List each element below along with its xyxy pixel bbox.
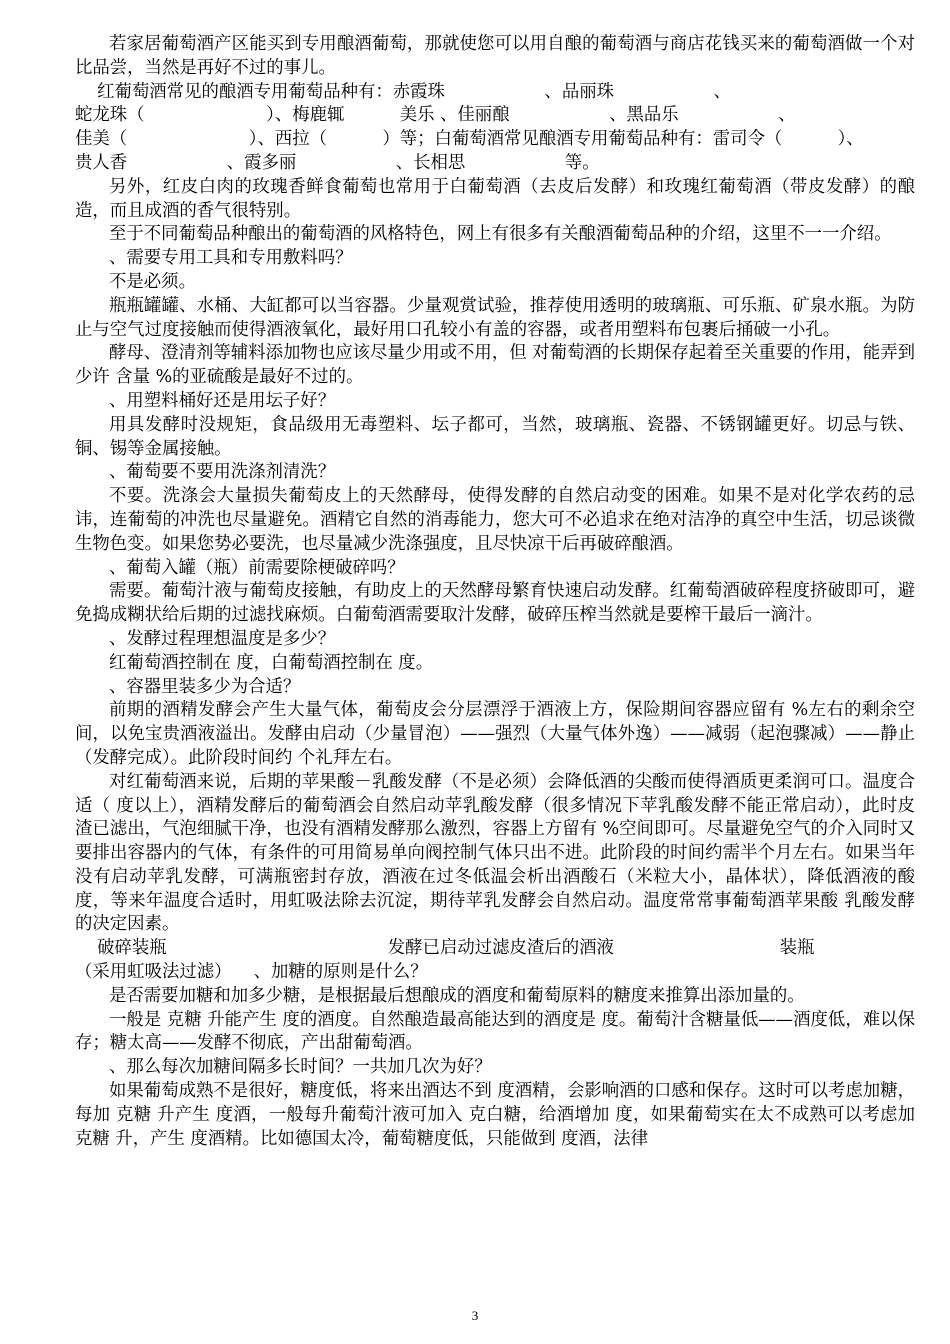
answer-tools-3: 酵母、澄清剂等辅料添加物也应该尽量少用或不用，但 对葡萄酒的长期保存起着至关重要的作用，能弄到少许 含量 %的亚硫酸是最好不过的。 xyxy=(75,343,915,388)
question-temperature: 、发酵过程理想温度是多少？ xyxy=(109,628,336,649)
answer-sugar-interval: 如果葡萄成熟不是很好，糖度低，将来出酒达不到 度酒精，会影响酒的口感和保存。这时可以考虑加糖，每加 克糖 升产生 度酒，一般每升葡萄汁液可加入 克白糖，给酒增加 度，如果葡萄实在太不成熟可以考虑加 克糖 升，产生 度酒精。比如德国太冷，葡萄糖度低，只能做到 度酒，法律 xyxy=(75,1081,915,1149)
answer-tools-2: 瓶瓶罐罐、水桶、大缸都可以当容器。少量观赏试验，推荐使用透明的玻璃瓶、可乐瓶、矿泉水瓶。为防止与空气过度接触而使得酒液氧化，最好用口孔较小有盖的容器，或者用塑料布包裹后捅破一小孔。 xyxy=(75,295,915,340)
answer-washing: 不要。洗涤会大量损失葡萄皮上的天然酵母，使得发酵的自然启动变的困难。如果不是对化学农药的忌讳，连葡萄的冲洗也尽量避免。酒精它自然的消毒能力，您大可不必追求在绝对洁净的真空中生活，切忌谈微生物色变。如果您势必要洗，也尽量减少洗涤强度，且尽快凉干后再破碎酿酒。 xyxy=(75,486,915,554)
varieties-line-2: 蛇龙珠（ ）、梅鹿辄 美乐 、佳丽酿 、黑品乐 、 xyxy=(75,105,796,126)
paragraph-styles: 至于不同葡萄品种酿出的葡萄酒的风格特色，网上有很多有关酿酒葡萄品种的介绍，这里不一一介绍。 xyxy=(109,224,892,245)
flow-line-2: （采用虹吸法过滤） 、加糖的原则是什么？ xyxy=(75,962,428,983)
answer-sugar-1: 是否需要加糖和加多少糖，是根据最后想酿成的酒度和葡萄原料的糖度来推算出添加量的。 xyxy=(109,985,805,1006)
question-tools: 、需要专用工具和专用敷料吗？ xyxy=(109,248,353,269)
varieties-line-4: 贵人香 、霞多丽 、长相思 等。 xyxy=(75,152,600,173)
answer-temperature: 红葡萄酒控制在 度，白葡萄酒控制在 度。 xyxy=(109,652,434,673)
answer-destemming: 需要。葡萄汁液与葡萄皮接触，有助皮上的天然酵母繁育快速启动发酵。红葡萄酒破碎程度挤破即可，避免捣成糊状给后期的过滤找麻烦。白葡萄酒需要取汁发酵，破碎压榨当然就是要榨干最后一滴汁。 xyxy=(75,581,915,626)
answer-tools-1: 不是必须。 xyxy=(109,271,196,292)
answer-sugar-2: 一般是 克糖 升能产生 度的酒度。自然酿造最高能达到的酒度是 度。葡萄汁含糖量低——酒度低，难以保存；糖太高——发酵不彻底，产出甜葡萄酒。 xyxy=(75,1009,915,1054)
page-number: 3 xyxy=(471,1308,479,1323)
question-sugar-interval: 、那么每次加糖间隔多长时间？一共加几次为好？ xyxy=(109,1057,492,1078)
answer-container: 用具发酵时没规矩，食品级用无毒塑料、坛子都可，当然，玻璃瓶、瓷器、不锈钢罐更好。切忌与铁、铜、锡等金属接触。 xyxy=(75,414,915,459)
varieties-line-3: 佳美（ ）、西拉（ ）等；白葡萄酒常见酿酒专用葡萄品种有：雷司令（ ）、 xyxy=(75,129,864,150)
varieties-line-1: 红葡萄酒常见的酿酒专用葡萄品种有：赤霞珠 、品丽珠 、 xyxy=(75,81,731,102)
paragraph-intro: 若家居葡萄酒产区能买到专用酿酒葡萄，那就使您可以用自酿的葡萄酒与商店花钱买来的葡萄酒做一个对比品尝，当然是再好不过的事儿。 xyxy=(75,34,915,78)
question-fill-level: 、容器里装多少为合适？ xyxy=(109,676,301,697)
flow-line-1: 破碎装瓶 发酵已启动过滤皮渣后的酒液 装瓶 xyxy=(75,938,815,959)
document-body xyxy=(75,33,915,1151)
answer-fill-level-1: 前期的酒精发酵会产生大量气体，葡萄皮会分层漂浮于酒液上方，保险期间容器应留有 %左右的剩余空间，以免宝贵酒液溢出。发酵由启动（少量冒泡）——强烈（大量气体外逸）——减弱（起泡骤减）——静止（发酵完成）。此阶段时间约 个礼拜左右。 xyxy=(75,700,915,768)
question-washing: 、葡萄要不要用洗涤剂清洗？ xyxy=(109,462,336,483)
answer-fill-level-2: 对红葡萄酒来说，后期的苹果酸－乳酸发酵（不是必须）会降低酒的尖酸而使得酒质更柔润可口。温度合适（ 度以上），酒精发酵后的葡萄酒会自然启动苹乳酸发酵（很多情况下苹乳酸发酵不能正常启动），此时皮渣已滤出，气泡细腻干净，也没有酒精发酵那么激烈，容器上方留有 %空间即可。尽量避免空气的介入同时又要排出容器内的气体，有条件的可用简易单向阀控制气体只出不进。此阶段的时间约需半个月左右。如果当年没有启动苹乳发酵，可满瓶密封存放，酒液在过冬低温会析出酒酸石（米粒大小，晶体状），降低酒液的酸度，等来年温度合适时，用虹吸法除去沉淀，期待苹乳发酵会自然启动。温度常常事葡萄酒苹果酸 乳酸发酵的决定因素。 xyxy=(75,771,915,935)
question-destemming: 、葡萄入罐（瓶）前需要除梗破碎吗？ xyxy=(109,557,405,578)
question-container: 、用塑料桶好还是用坛子好？ xyxy=(109,390,336,411)
paragraph-muscat: 另外，红皮白肉的玫瑰香鲜食葡萄也常用于白葡萄酒（去皮后发酵）和玫瑰红葡萄酒（带皮发酵）的酿造，而且成酒的香气很特别。 xyxy=(75,176,915,221)
